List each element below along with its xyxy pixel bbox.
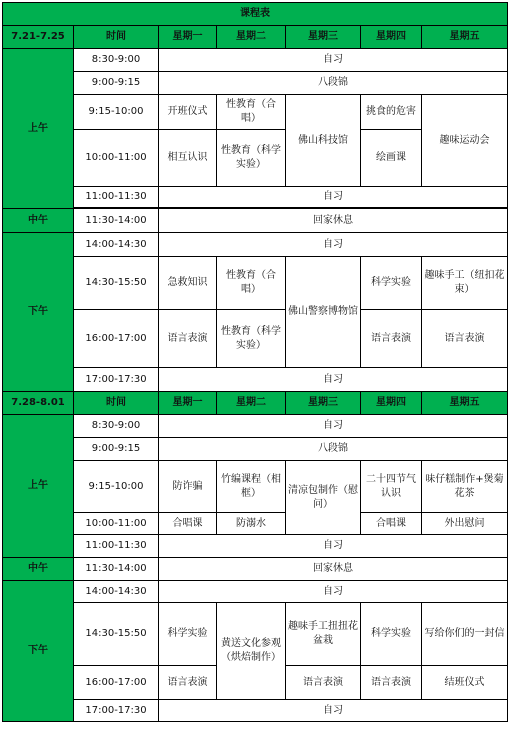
course-cell: 绘画课 bbox=[361, 130, 422, 187]
week1-range: 7.21-7.25 bbox=[3, 26, 74, 49]
time-slot: 11:00-11:30 bbox=[74, 535, 159, 558]
course-cell: 外出慰问 bbox=[422, 513, 508, 535]
time-slot: 11:00-11:30 bbox=[74, 187, 159, 208]
header-thursday: 星期四 bbox=[361, 392, 422, 415]
course-cell: 开班仪式 bbox=[159, 95, 217, 130]
week1-morning-label: 上午 bbox=[3, 49, 74, 209]
self-study-cell: 自习 bbox=[159, 233, 508, 257]
header-tuesday: 星期二 bbox=[217, 26, 286, 49]
course-cell: 趣味手工扭扭花盆栽 bbox=[286, 603, 361, 666]
time-slot: 14:30-15:50 bbox=[74, 257, 159, 310]
course-cell: 佛山警察博物馆 bbox=[286, 257, 361, 368]
self-study-cell: 自习 bbox=[159, 415, 508, 438]
course-cell: 性教育（合唱） bbox=[217, 257, 286, 310]
course-cell: 防诈骗 bbox=[159, 461, 217, 513]
course-cell: 科学实验 bbox=[159, 603, 217, 666]
time-slot: 17:00-17:30 bbox=[74, 368, 159, 392]
self-study-cell: 自习 bbox=[159, 49, 508, 72]
course-cell: 防溺水 bbox=[217, 513, 286, 535]
course-cell: 语言表演 bbox=[286, 666, 361, 700]
course-cell: 科学实验 bbox=[361, 257, 422, 310]
time-slot: 14:30-15:50 bbox=[74, 603, 159, 666]
course-cell: 二十四节气认识 bbox=[361, 461, 422, 513]
course-cell: 趣味手工（纽扣花束） bbox=[422, 257, 508, 310]
time-slot: 9:00-9:15 bbox=[74, 438, 159, 461]
course-cell: 急救知识 bbox=[159, 257, 217, 310]
course-cell: 结班仪式 bbox=[422, 666, 508, 700]
noon-rest-cell: 回家休息 bbox=[159, 558, 508, 581]
time-slot: 17:00-17:30 bbox=[74, 700, 159, 722]
course-cell: 性教育（合唱） bbox=[217, 95, 286, 130]
header-wednesday: 星期三 bbox=[286, 392, 361, 415]
time-slot: 14:00-14:30 bbox=[74, 233, 159, 257]
course-cell: 语言表演 bbox=[159, 310, 217, 368]
time-slot: 9:00-9:15 bbox=[74, 72, 159, 95]
week1-noon-label: 中午 bbox=[3, 209, 74, 233]
course-cell: 语言表演 bbox=[159, 666, 217, 700]
course-cell: 写给你们的一封信 bbox=[422, 603, 508, 666]
header-time: 时间 bbox=[74, 392, 159, 415]
baduanjin-cell: 八段锦 bbox=[159, 438, 508, 461]
time-slot: 16:00-17:00 bbox=[74, 310, 159, 368]
time-slot: 16:00-17:00 bbox=[74, 666, 159, 700]
self-study-cell: 自习 bbox=[159, 700, 508, 722]
course-cell: 竹编课程（相框） bbox=[217, 461, 286, 513]
week2-range: 7.28-8.01 bbox=[3, 392, 74, 415]
course-cell: 语言表演 bbox=[422, 310, 508, 368]
week2-afternoon-label: 下午 bbox=[3, 581, 74, 722]
week1-afternoon-label: 下午 bbox=[3, 233, 74, 392]
course-cell: 性教育（科学实验） bbox=[217, 310, 286, 368]
header-monday: 星期一 bbox=[159, 392, 217, 415]
course-cell: 合唱课 bbox=[361, 513, 422, 535]
week2-morning-label: 上午 bbox=[3, 415, 74, 558]
course-cell: 黄送文化参观（烘焙制作） bbox=[217, 603, 286, 700]
course-cell: 挑食的危害 bbox=[361, 95, 422, 130]
header-tuesday: 星期二 bbox=[217, 392, 286, 415]
time-slot: 11:30-14:00 bbox=[74, 558, 159, 581]
course-cell: 相互认识 bbox=[159, 130, 217, 187]
time-slot: 14:00-14:30 bbox=[74, 581, 159, 603]
course-cell: 味仔糕制作+煲菊花茶 bbox=[422, 461, 508, 513]
noon-rest-cell: 回家休息 bbox=[159, 209, 508, 233]
header-monday: 星期一 bbox=[159, 26, 217, 49]
course-cell: 性教育（科学实验） bbox=[217, 130, 286, 187]
schedule-sheet bbox=[2, 2, 507, 722]
course-cell: 科学实验 bbox=[361, 603, 422, 666]
baduanjin-cell: 八段锦 bbox=[159, 72, 508, 95]
time-slot: 9:15-10:00 bbox=[74, 95, 159, 130]
self-study-cell: 自习 bbox=[159, 581, 508, 603]
time-slot: 10:00-11:00 bbox=[74, 130, 159, 187]
course-cell: 合唱课 bbox=[159, 513, 217, 535]
time-slot: 11:30-14:00 bbox=[74, 209, 159, 233]
week2-noon-label: 中午 bbox=[3, 558, 74, 581]
header-wednesday: 星期三 bbox=[286, 26, 361, 49]
schedule-table bbox=[2, 2, 508, 722]
header-friday: 星期五 bbox=[422, 26, 508, 49]
header-thursday: 星期四 bbox=[361, 26, 422, 49]
course-cell: 语言表演 bbox=[361, 666, 422, 700]
schedule-title: 课程表 bbox=[3, 3, 508, 26]
course-cell: 趣味运动会 bbox=[422, 95, 508, 187]
header-time: 时间 bbox=[74, 26, 159, 49]
self-study-cell: 自习 bbox=[159, 535, 508, 558]
time-slot: 8:30-9:00 bbox=[74, 415, 159, 438]
course-cell: 清凉包制作（慰问） bbox=[286, 461, 361, 535]
time-slot: 10:00-11:00 bbox=[74, 513, 159, 535]
time-slot: 8:30-9:00 bbox=[74, 49, 159, 72]
time-slot: 9:15-10:00 bbox=[74, 461, 159, 513]
self-study-cell: 自习 bbox=[159, 368, 508, 392]
self-study-cell: 自习 bbox=[159, 187, 508, 208]
header-friday: 星期五 bbox=[422, 392, 508, 415]
course-cell: 语言表演 bbox=[361, 310, 422, 368]
course-cell: 佛山科技馆 bbox=[286, 95, 361, 187]
